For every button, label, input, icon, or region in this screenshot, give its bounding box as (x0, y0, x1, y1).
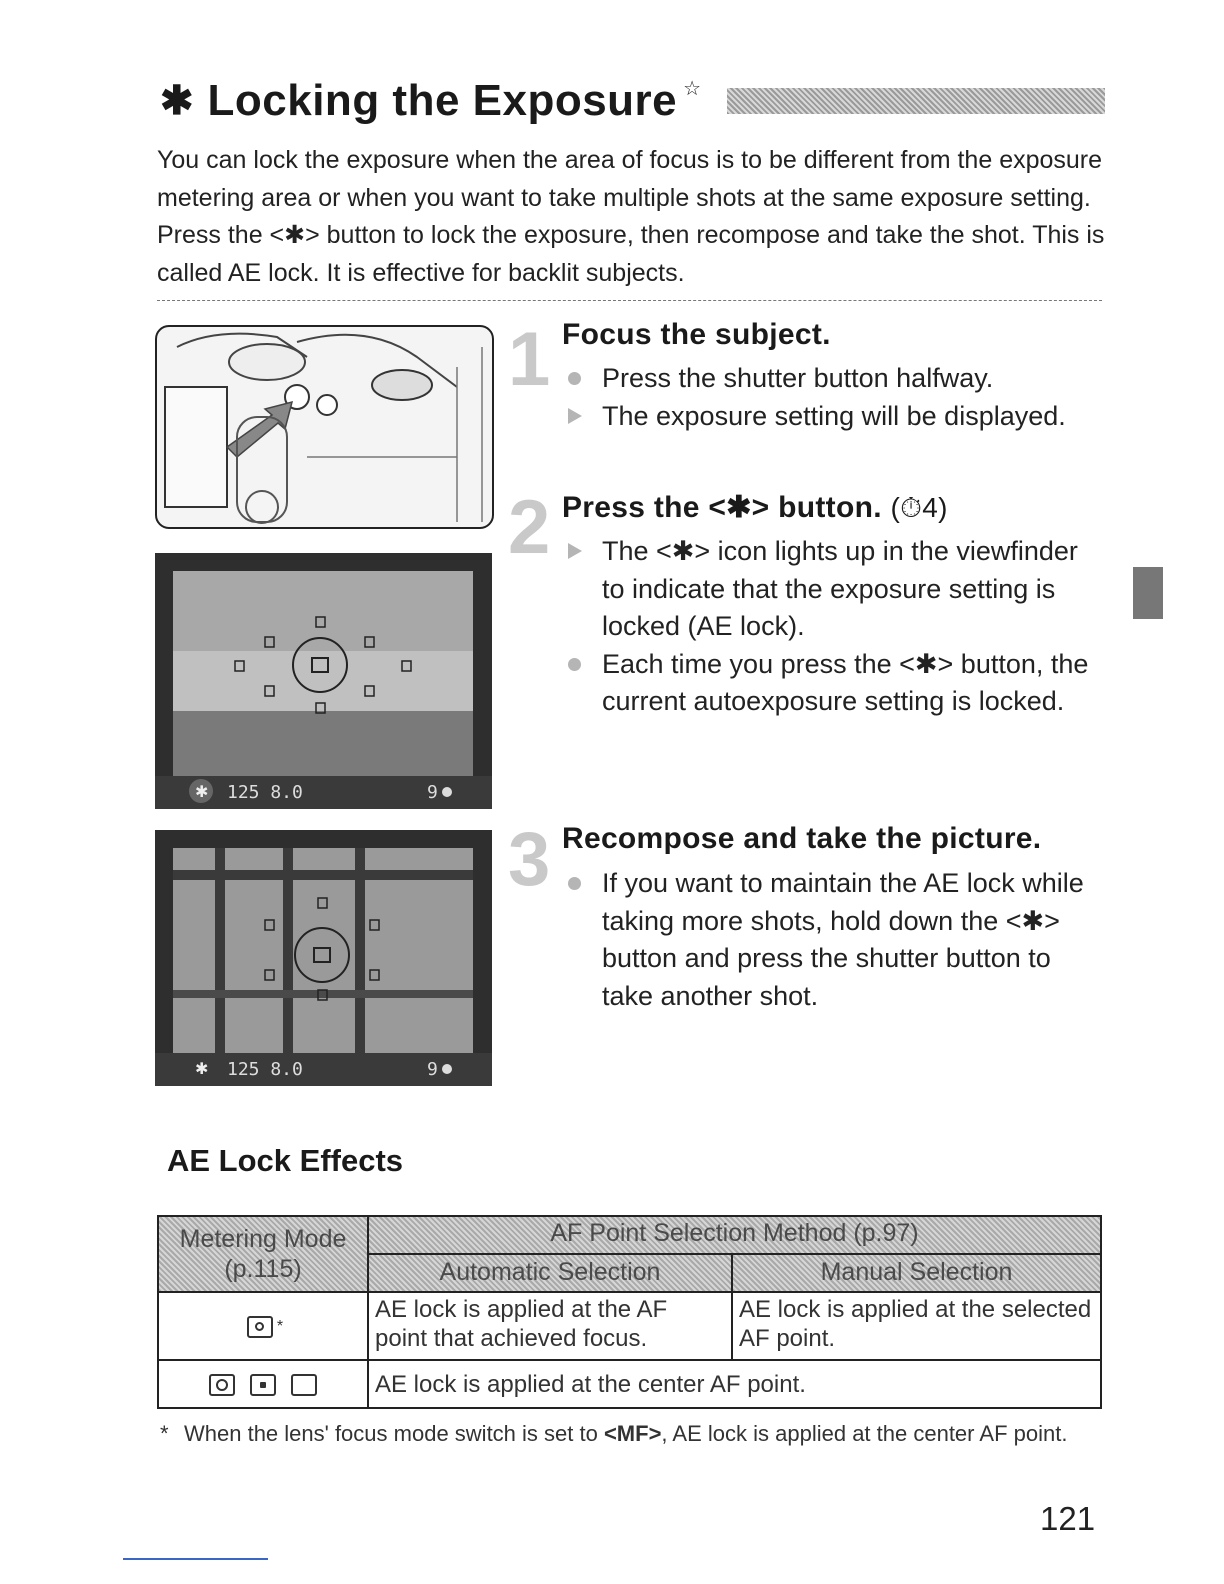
page-title-row (160, 70, 1105, 132)
list-item: Press the shutter button halfway. (562, 360, 1102, 398)
viewfinder-image-recompose (155, 830, 492, 1086)
footnote-mark: * (160, 1421, 169, 1446)
bottom-rule (123, 1558, 268, 1560)
section-title: AE Lock Effects (167, 1143, 404, 1178)
list-item: Each time you press the <✱> button, the current autoexposure setting is locked. (562, 646, 1102, 721)
title-decorative-bar (727, 88, 1105, 114)
header-manual: Manual Selection (732, 1254, 1101, 1292)
viewfinder-image-ae-lock (155, 553, 492, 809)
intro-paragraph: You can lock the exposure when the area of focus is to be different from the exposure metering area or when you want to take multiple shots at the same exposure setting. Press the <✱> button to lock the exposure, then recompose and take the shot. This is called AE lock. It is effective for backlit subjects. (157, 146, 1105, 287)
viewfinder-shots-1: 9 (427, 782, 438, 803)
chapter-tab (1133, 567, 1163, 619)
step-heading-3: Recompose and take the picture. (562, 822, 1042, 855)
evaluative-metering-icon (247, 1316, 273, 1338)
bullet-dot-icon (568, 658, 581, 671)
viewfinder-shots-2: 9 (427, 1059, 438, 1080)
bullet-arrow-icon (568, 408, 582, 424)
footnote: * When the lens' focus mode switch is set to <MF>, AE lock is applied at the center AF point. (160, 1418, 1090, 1450)
header-af-method: AF Point Selection Method (p.97) (368, 1216, 1101, 1254)
bullet-dot-icon (568, 372, 581, 385)
divider (157, 300, 1102, 301)
page-title: Locking the Exposure (207, 76, 678, 125)
partial-metering-icon (209, 1374, 235, 1396)
page-ref: (⏱4) (890, 492, 948, 523)
mode-cell-evaluative: * (158, 1292, 368, 1360)
step-heading-1: Focus the subject. (562, 318, 831, 351)
list-item: The exposure setting will be displayed. (562, 398, 1102, 436)
advanced-star-icon: ☆ (683, 78, 702, 100)
step-number-2: 2 (508, 485, 551, 570)
viewfinder-readout-2: 125 8.0 (227, 1059, 303, 1080)
list-item: The <✱> icon lights up in the viewfinder to indicate that the exposure setting is locked (AE lock). (562, 533, 1102, 646)
step-body-3 (562, 865, 1102, 1015)
step-number-1: 1 (508, 317, 551, 402)
table-cell: AE lock is applied at the selected AF point. (732, 1292, 1101, 1360)
spot-metering-icon (250, 1374, 276, 1396)
step-number-3: 3 (508, 817, 551, 902)
svg-text:✱: ✱ (195, 1059, 209, 1078)
table-row (158, 1292, 1101, 1360)
header-automatic: Automatic Selection (368, 1254, 732, 1292)
ae-lock-icon: ✱ (160, 79, 194, 123)
step-body-1 (562, 360, 1102, 435)
bullet-arrow-icon (568, 543, 582, 559)
step-heading-2: Press the <✱> button. (⏱4) (562, 491, 948, 524)
bullet-dot-icon (568, 877, 581, 890)
table-cell: AE lock is applied at the AF point that achieved focus. (368, 1292, 732, 1360)
ae-lock-effects-table (157, 1215, 1102, 1409)
mode-cell-other (158, 1360, 368, 1408)
viewfinder-readout-1: 125 8.0 (227, 782, 303, 803)
page-number: 121 (1040, 1500, 1096, 1537)
center-weighted-metering-icon (291, 1374, 317, 1396)
table-header-row (158, 1216, 1101, 1254)
svg-text:✱: ✱ (195, 782, 209, 801)
list-item: If you want to maintain the AE lock while taking more shots, hold down the <✱> button and press the shutter button to take another shot. (562, 865, 1102, 1015)
step-body-2 (562, 533, 1102, 721)
table-cell: AE lock is applied at the center AF point. (368, 1360, 1101, 1408)
header-metering-mode: Metering Mode (p.115) (158, 1216, 368, 1292)
camera-back-illustration (155, 325, 494, 529)
table-row (158, 1360, 1101, 1408)
